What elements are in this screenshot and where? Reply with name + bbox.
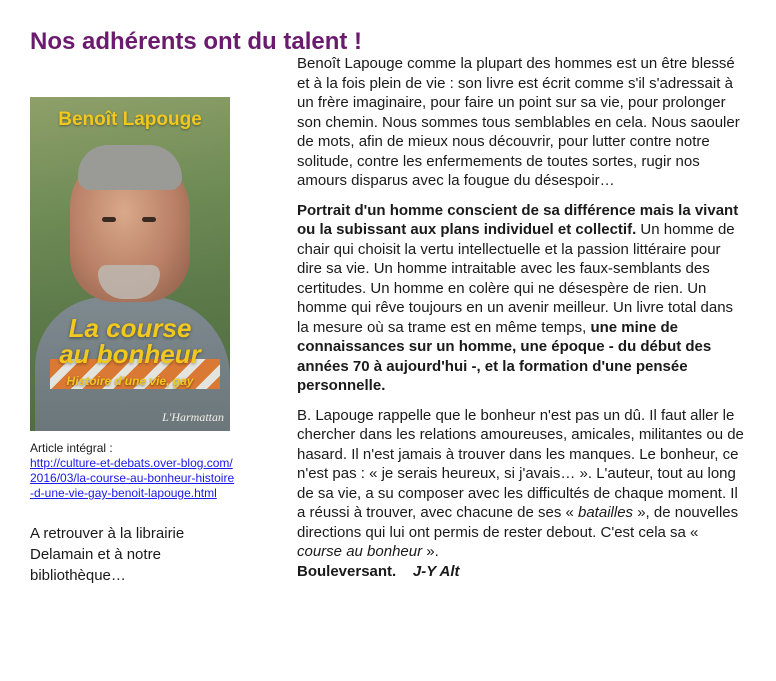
paragraph-1: Benoît Lapouge comme la plupart des hommes est un être blessé et à la fois plein de vie : son livre est écrit comme s'il s'adressait à un frère imaginaire, pour faire un point sur sa vie, pour prolonger son chemin. Nous sommes tous semblables en cela. Nous saouler de mots, afin de mieux nous découvrir, pour lutter contre notre solitude, contre les enfermements de toutes sortes, rugir nos amours disparus avec la fougue du désespoir…: [297, 55, 740, 189]
paragraph-3-part-b: », de nouvelles directions qui lui ont permis de rester debout. C'est cela sa «: [297, 504, 739, 541]
sidebar: [30, 97, 235, 586]
paragraph-3-part-c: ».: [422, 543, 439, 560]
cover-eye-right: [142, 217, 156, 222]
cover-title: [30, 315, 230, 367]
cover-hair-shape: [78, 145, 182, 190]
article-link[interactable]: http://culture-et-debats.over-blog.com/2016/03/la-course-au-bonheur-histoire-d-une-vie-gay-benoit-lapouge.html: [30, 456, 235, 500]
cover-eye-left: [102, 217, 116, 222]
article-body: [297, 54, 747, 581]
cover-publisher: L'Harmattan: [162, 410, 224, 424]
paragraph-3: [297, 406, 747, 562]
article-caption: [30, 441, 235, 501]
cover-title-line1: La course: [68, 313, 192, 343]
book-cover: [30, 97, 230, 431]
paragraph-2-lead: Portrait d'un homme conscient de sa différence mais la vivant ou la subissant aux plans individuel et collectif.: [297, 201, 739, 238]
paragraph-2-body: Un homme de chair qui choisit la vertu intellectuelle et la passion littéraire pour dire sa vie. Un homme intraitable avec les faux-semblants des certitudes. Un homme en colère qui ne désespère de rien. Un homme qui rêve toujours en un avenir meilleur. Un livre total dans la mesure où sa trame est en même temps,: [297, 221, 735, 336]
availability-note: A retrouver à la librairie Delamain et à notre bibliothèque…: [30, 525, 185, 584]
cover-subtitle: Histoire d'une vie, gay: [66, 374, 194, 388]
closing-word: Bouleversant.: [297, 562, 397, 580]
closing-line: [297, 562, 747, 582]
paragraph-3-part-a: B. Lapouge rappelle que le bonheur n'est pas un dû. Il faut aller le chercher dans les relations amoureuses, amicales, militantes ou de hasard. Il n'est jamais à trouver dans les manques. Le bonheur, ce n'est pas : « je serais heureux, si j'avais… ». L'auteur, tout au long de sa vie, a su composer avec les difficultés de chaque moment. Il a réussi à trouver, avec chacune de ses «: [297, 406, 744, 521]
cover-author: Benoît Lapouge: [58, 109, 202, 130]
cover-title-line2: au bonheur: [59, 339, 201, 369]
page-title: Nos adhérents ont du talent !: [30, 28, 363, 55]
paragraph-2-emphasis: une mine de connaissances sur un homme, une époque - du début des années 70 à aujourd'hui -, et la formation d'une pensée personnelle.: [297, 318, 712, 394]
caption-label: Article intégral :: [30, 441, 113, 455]
signature: J-Y Alt: [412, 562, 460, 580]
paragraph-2: [297, 201, 747, 396]
paragraph-3-italic-1: batailles: [578, 504, 634, 521]
paragraph-3-italic-2: course au bonheur: [297, 543, 423, 560]
